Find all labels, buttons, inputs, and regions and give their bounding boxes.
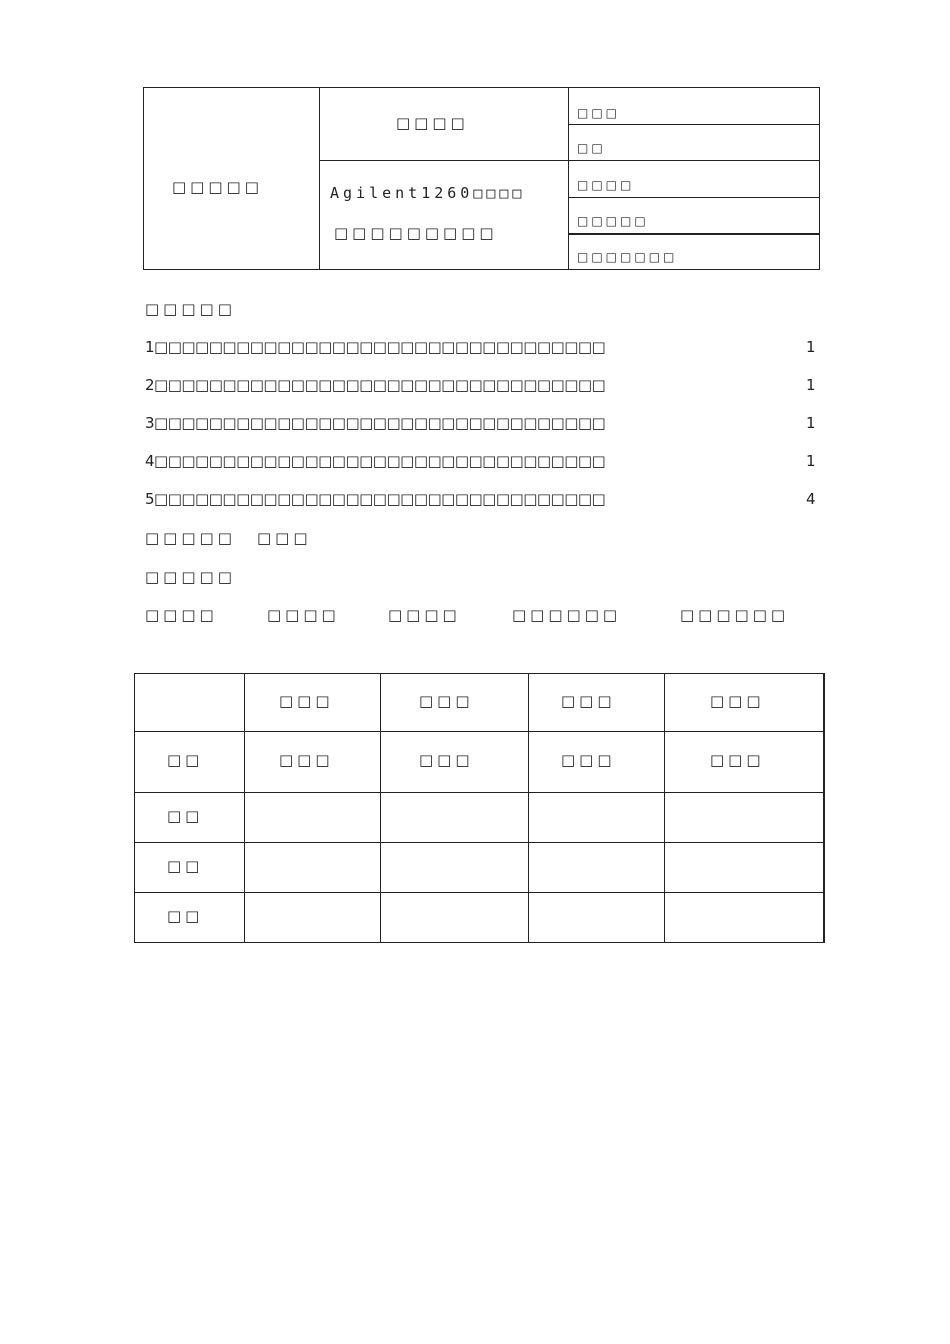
table-cell: □□□ — [561, 751, 616, 769]
header-middle-split — [319, 160, 568, 161]
table-col-line — [528, 673, 529, 943]
table-header-cell: □□□ — [561, 692, 616, 710]
item-qty: 1 — [806, 452, 816, 470]
table-row-line — [134, 842, 825, 843]
field-label: □□□□ — [145, 606, 218, 624]
table-col-line — [244, 673, 245, 943]
header-middle-line2: □□□□□□□□□ — [334, 224, 498, 242]
header-middle-top: □□□□ — [396, 114, 469, 132]
header-left-label: □□□□□ — [172, 178, 263, 196]
table-col-line — [380, 673, 381, 943]
table-header-cell: □□□ — [419, 692, 474, 710]
header-right-field-1: □□□ — [577, 106, 621, 120]
table-header-cell: □□□ — [710, 692, 765, 710]
table-row-label: □□ — [167, 857, 204, 875]
header-divider-2 — [568, 87, 569, 270]
table-row-label: □□ — [167, 907, 204, 925]
line-a-value: □□□ — [257, 529, 312, 547]
line-a-label: □□□□□ — [145, 529, 236, 547]
item-label: 2□□□□□□□□□□□□□□□□□□□□□□□□□□□□□□□□□ — [145, 376, 606, 394]
header-divider-1 — [319, 87, 320, 270]
header-right-split-1 — [568, 124, 820, 125]
table-col-line — [664, 673, 665, 943]
header-middle-line1: Agilent1260□□□□ — [330, 184, 526, 202]
line-b: □□□□□ — [145, 568, 236, 586]
table-row-line — [134, 731, 825, 732]
field-label: □□□□□□ — [512, 606, 622, 624]
data-table — [134, 673, 825, 943]
table-cell: □□□ — [279, 751, 334, 769]
item-qty: 1 — [806, 376, 816, 394]
header-right-field-2: □□ — [577, 141, 606, 155]
table-row-line — [134, 792, 825, 793]
header-right-split-2 — [568, 160, 820, 161]
table-cell: □□□ — [419, 751, 474, 769]
header-right-field-5: □□□□□□□ — [577, 250, 678, 264]
item-label: 1□□□□□□□□□□□□□□□□□□□□□□□□□□□□□□□□□ — [145, 338, 606, 356]
item-label: 5□□□□□□□□□□□□□□□□□□□□□□□□□□□□□□□□□ — [145, 490, 606, 508]
table-header-cell: □□□ — [279, 692, 334, 710]
field-label: □□□□ — [267, 606, 340, 624]
item-label: 4□□□□□□□□□□□□□□□□□□□□□□□□□□□□□□□□□ — [145, 452, 606, 470]
table-cell: □□□ — [710, 751, 765, 769]
header-right-field-4: □□□□□ — [577, 214, 649, 228]
item-qty: 1 — [806, 414, 816, 432]
item-label: 3□□□□□□□□□□□□□□□□□□□□□□□□□□□□□□□□□ — [145, 414, 606, 432]
header-right-field-3: □□□□ — [577, 178, 635, 192]
table-row-label: □□ — [167, 751, 204, 769]
table-row-line — [134, 892, 825, 893]
field-label: □□□□□□ — [680, 606, 790, 624]
item-qty: 1 — [806, 338, 816, 356]
header-right-split-4 — [568, 233, 820, 235]
section-title: □□□□□ — [145, 300, 236, 318]
table-row-label: □□ — [167, 807, 204, 825]
header-right-split-3 — [568, 197, 820, 198]
field-label: □□□□ — [388, 606, 461, 624]
item-qty: 4 — [806, 490, 816, 508]
